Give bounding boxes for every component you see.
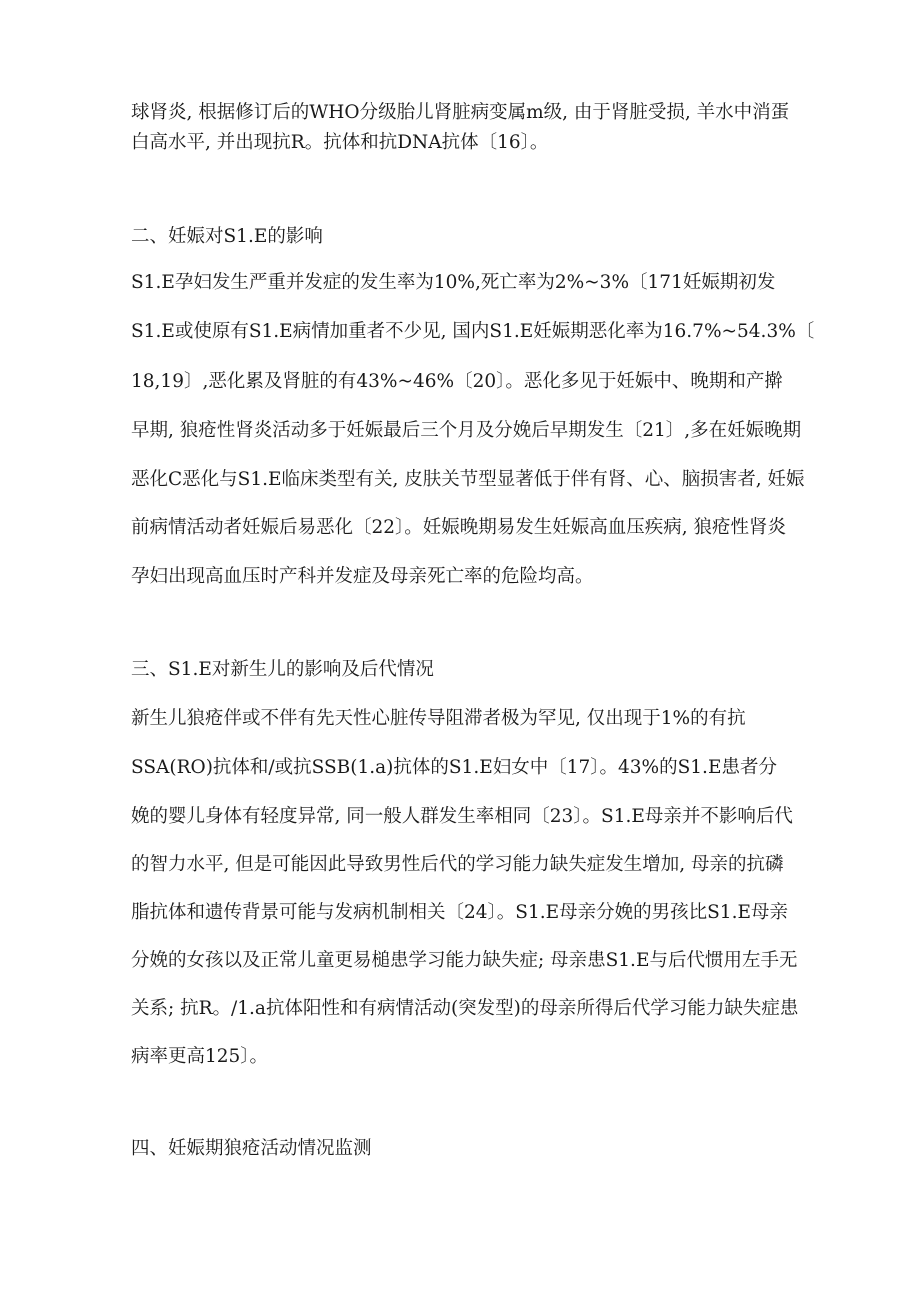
paragraph-line: 病率更高125〕。 <box>131 1046 269 1067</box>
paragraph-line: 的智力水平, 但是可能因此导致男性后代的学习能力缺失症发生增加, 母亲的抗磷 <box>131 854 784 875</box>
paragraph-line: 孕妇出现高血压时产科并发症及母亲死亡率的危险均高。 <box>131 566 594 587</box>
paragraph-line: 前病情活动者妊娠后易恶化〔22〕。妊娠晚期易发生妊娠高血压疾病, 狼疮性肾炎 <box>131 517 787 538</box>
paragraph-line: S1.E或使原有S1.E病情加重者不少见, 国内S1.E妊娠期恶化率为16.7%~54.3%〔 <box>131 321 815 342</box>
paragraph-line: 关系; 抗R。/1.a抗体阳性和有病情活动(突发型)的母亲所得后代学习能力缺失症患 <box>131 998 799 1019</box>
section-heading: 三、S1.E对新生儿的影响及后代情况 <box>131 659 434 680</box>
section-heading: 四、妊娠期狼疮活动情况监测 <box>131 1138 372 1159</box>
paragraph-line: 娩的婴儿身体有轻度异常, 同一般人群发生率相同〔23〕。S1.E母亲并不影响后代 <box>131 806 793 827</box>
paragraph-line: S1.E孕妇发生严重并发症的发生率为10%,死亡率为2%~3%〔171妊娠期初发 <box>131 272 776 293</box>
section-heading: 二、妊娠对S1.E的影响 <box>131 226 323 247</box>
paragraph-line: 新生儿狼疮伴或不伴有先天性心脏传导阻滞者极为罕见, 仅出现于1%的有抗 <box>131 708 746 729</box>
paragraph-line: 白高水平, 并出现抗R。抗体和抗DNA抗体〔16〕。 <box>131 132 549 153</box>
paragraph-line: 分娩的女孩以及正常儿童更易槌患学习能力缺失症; 母亲患S1.E与后代惯用左手无 <box>131 950 798 971</box>
paragraph-line: 球肾炎, 根据修订后的WHO分级胎儿肾脏病变属m级, 由于肾脏受损, 羊水中消蛋 <box>131 102 790 123</box>
paragraph-line: 脂抗体和遗传背景可能与发病机制相关〔24〕。S1.E母亲分娩的男孩比S1.E母亲 <box>131 902 788 923</box>
paragraph-line: 18,19〕,恶化累及肾脏的有43%~46%〔20〕。恶化多见于妊娠中、晚期和产擀 <box>131 371 783 392</box>
paragraph-line: SSA(RO)抗体和/或抗SSB(1.a)抗体的S1.E妇女中〔17〕。43%的S1.E患者分 <box>131 757 777 778</box>
paragraph-line: 早期, 狼疮性肾炎活动多于妊娠最后三个月及分娩后早期发生〔21〕,多在妊娠晚期 <box>131 420 802 441</box>
paragraph-line: 恶化C恶化与S1.E临床类型有关, 皮肤关节型显著低于伴有肾、心、脑损害者, 妊娠 <box>131 469 805 490</box>
